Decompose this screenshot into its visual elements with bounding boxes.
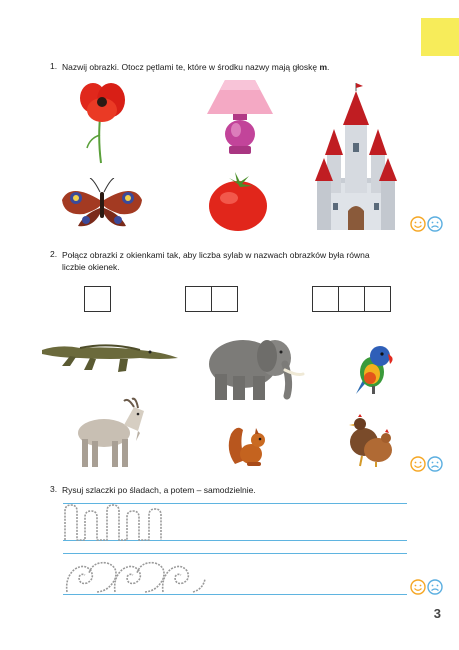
self-assessment-1 [410,216,443,232]
pattern-tracing-area[interactable] [63,503,407,595]
sad-face-icon[interactable] [427,579,443,595]
task1-text-end: . [327,62,330,72]
task1-number: 1. [50,61,58,71]
task1-text: Nazwij obrazki. Otocz pętlami te, które w środku nazwy mają głoskę [62,62,318,72]
happy-face-icon[interactable] [410,216,426,232]
lamp-picture[interactable] [205,78,275,158]
task2-number: 2. [50,249,58,259]
page-number: 3 [433,606,441,621]
task1-instruction [62,61,329,73]
goat-picture[interactable] [72,397,148,469]
poppy-picture[interactable] [78,80,128,165]
sad-face-icon[interactable] [427,216,443,232]
syllable-box-2[interactable] [186,286,238,312]
sad-face-icon[interactable] [427,456,443,472]
elephant-picture[interactable] [205,330,305,402]
task2-instruction [62,249,370,273]
spiral-pattern-trace[interactable] [67,563,205,592]
self-assessment-3 [410,579,443,595]
castle-picture[interactable] [315,83,397,233]
self-assessment-2 [410,456,443,472]
parrot-picture[interactable] [350,344,396,396]
syllable-box-1[interactable] [85,286,111,312]
happy-face-icon[interactable] [410,456,426,472]
squirrel-picture[interactable] [225,420,269,468]
corner-color-tab [421,18,459,56]
happy-face-icon[interactable] [410,579,426,595]
task3-number: 3. [50,484,58,494]
task2-text-line1: Połącz obrazki z okienkami tak, aby liczba sylab w nazwach obrazków była równa [62,250,370,260]
arch-pattern-trace[interactable] [65,505,161,540]
task2-text-line2: liczbie okienek. [62,262,120,272]
butterfly-picture[interactable] [60,178,144,230]
syllable-box-3[interactable] [313,286,391,312]
task1-highlight-letter: m [319,62,328,72]
task3-instruction: Rysuj szlaczki po śladach, a potem – samodzielnie. [62,485,256,495]
crocodile-picture[interactable] [40,340,180,374]
hens-picture[interactable] [346,412,394,468]
tomato-picture[interactable] [207,172,269,232]
